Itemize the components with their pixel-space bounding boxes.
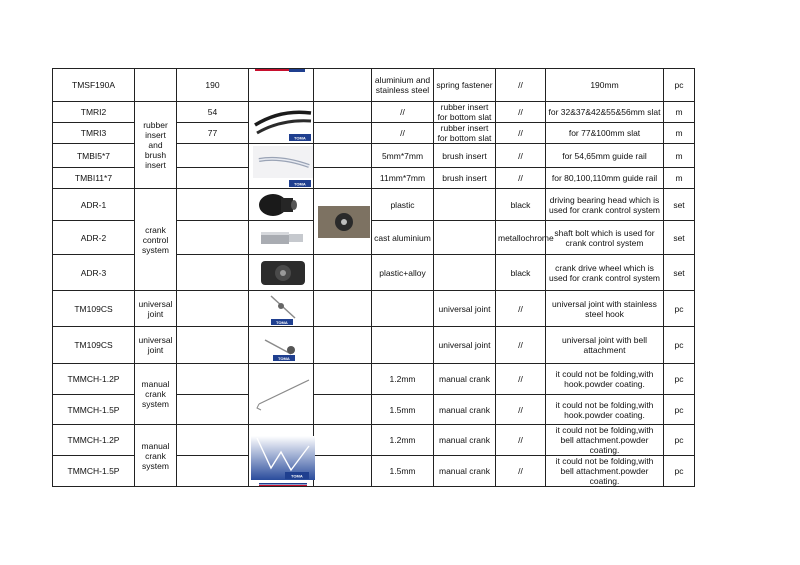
unit-cell: set — [664, 189, 695, 221]
name-cell: manual crank — [434, 425, 496, 456]
product-code: TMRI2 — [53, 102, 135, 123]
drive-wheel-image — [251, 256, 315, 290]
color-cell: // — [496, 69, 546, 102]
description-cell: 190mm — [546, 69, 664, 102]
material-cell: 1.5mm — [372, 395, 434, 425]
size-cell — [177, 255, 249, 291]
product-code: TMBI11*7 — [53, 168, 135, 189]
unit-cell: pc — [664, 327, 695, 364]
color-cell: black — [496, 189, 546, 221]
description-cell: it could not be folding,with hook.powder coating. — [546, 395, 664, 425]
rubber-insert-image — [251, 103, 315, 143]
image-cell — [314, 327, 372, 364]
name-cell: brush insert — [434, 168, 496, 189]
product-code: TMMCH-1.2P — [53, 364, 135, 395]
description-cell: it could not be folding,with hook.powder coating. — [546, 364, 664, 395]
material-cell: aluminium and stainless steel — [372, 69, 434, 102]
manual-crank-bell-image — [251, 426, 315, 486]
logo-text: TOMA — [291, 473, 303, 478]
name-cell: universal joint — [434, 291, 496, 327]
category-cell: manual crank system — [135, 425, 177, 487]
material-cell: 1.2mm — [372, 425, 434, 456]
description-cell: for 32&37&42&55&56mm slat — [546, 102, 664, 123]
color-cell: // — [496, 456, 546, 487]
product-image-cell — [249, 221, 314, 255]
product-code: TMRI3 — [53, 123, 135, 144]
name-cell — [434, 255, 496, 291]
image-cell — [314, 123, 372, 144]
name-cell: brush insert — [434, 144, 496, 168]
unit-cell: m — [664, 123, 695, 144]
unit-cell: pc — [664, 395, 695, 425]
product-image-cell — [249, 327, 314, 364]
description-cell: it could not be folding,with bell attachment.powder coating. — [546, 425, 664, 456]
product-code: TMMCH-1.2P — [53, 425, 135, 456]
unit-cell: pc — [664, 425, 695, 456]
product-image-cell — [249, 364, 314, 425]
category-cell: rubber insert and brush insert — [135, 102, 177, 189]
size-cell — [177, 221, 249, 255]
description-cell: driving bearing head which is used for crank control system — [546, 189, 664, 221]
manual-crank-hook-image — [251, 366, 315, 422]
material-cell: cast aluminium — [372, 221, 434, 255]
product-code: TMBI5*7 — [53, 144, 135, 168]
name-cell: rubber insert for bottom slat — [434, 102, 496, 123]
logo-text: TOMA — [294, 135, 306, 140]
name-cell — [434, 189, 496, 221]
color-cell: // — [496, 291, 546, 327]
table-row — [53, 425, 695, 456]
size-cell — [177, 189, 249, 221]
category-cell: universal joint — [135, 291, 177, 327]
category-cell — [135, 69, 177, 102]
size-cell — [177, 456, 249, 487]
size-cell: 54 — [177, 102, 249, 123]
spring-fastener-image — [251, 69, 315, 101]
table-row — [53, 189, 695, 221]
product-image-cell — [249, 425, 314, 487]
color-cell: // — [496, 395, 546, 425]
size-cell — [177, 395, 249, 425]
product-code: ADR-3 — [53, 255, 135, 291]
product-image-cell — [249, 144, 314, 189]
image-cell — [314, 425, 372, 456]
image-cell — [314, 168, 372, 189]
shaft-bolt-image — [251, 222, 315, 254]
material-cell: plastic+alloy — [372, 255, 434, 291]
material-cell: // — [372, 123, 434, 144]
name-cell — [434, 221, 496, 255]
description-cell: crank drive wheel which is used for crank control system — [546, 255, 664, 291]
unit-cell: m — [664, 102, 695, 123]
product-image-cell — [249, 255, 314, 291]
universal-joint-hook-image — [251, 292, 315, 326]
size-cell — [177, 168, 249, 189]
material-cell: // — [372, 102, 434, 123]
product-code: TMMCH-1.5P — [53, 456, 135, 487]
description-cell: for 77&100mm slat — [546, 123, 664, 144]
color-cell: metallochrome — [496, 221, 546, 255]
image-cell — [314, 255, 372, 291]
description-cell: it could not be folding,with bell attachment.powder coating. — [546, 456, 664, 487]
color-cell: // — [496, 144, 546, 168]
unit-cell: m — [664, 144, 695, 168]
universal-joint-bell-image — [251, 328, 315, 362]
description-cell: for 54,65mm guide rail — [546, 144, 664, 168]
name-cell: manual crank — [434, 364, 496, 395]
material-cell — [372, 327, 434, 364]
logo-text: TOMA — [278, 356, 290, 361]
description-cell: universal joint with stainless steel hook — [546, 291, 664, 327]
color-cell: // — [496, 327, 546, 364]
crank-assembly-image — [316, 202, 372, 242]
unit-cell: pc — [664, 69, 695, 102]
logo-text: TOMA — [276, 319, 288, 325]
size-cell — [177, 327, 249, 364]
table-row — [53, 69, 695, 102]
name-cell: spring fastener — [434, 69, 496, 102]
unit-cell: m — [664, 168, 695, 189]
image-cell — [314, 102, 372, 123]
image-cell — [314, 144, 372, 168]
product-image-cell — [249, 69, 314, 102]
category-cell: manual crank system — [135, 364, 177, 425]
description-cell: shaft bolt which is used for crank control system — [546, 221, 664, 255]
unit-cell: set — [664, 255, 695, 291]
product-code: TM109CS — [53, 291, 135, 327]
unit-cell: pc — [664, 291, 695, 327]
material-cell: 5mm*7mm — [372, 144, 434, 168]
name-cell: universal joint — [434, 327, 496, 364]
product-code: ADR-2 — [53, 221, 135, 255]
image-cell — [314, 364, 372, 395]
table-row — [53, 364, 695, 395]
material-cell — [372, 291, 434, 327]
product-code: TMSF190A — [53, 69, 135, 102]
product-spec-table — [52, 68, 695, 487]
product-image-cell — [249, 291, 314, 327]
material-cell: 11mm*7mm — [372, 168, 434, 189]
description-cell: universal joint with bell attachment — [546, 327, 664, 364]
product-image-cell — [249, 102, 314, 144]
table-row — [53, 327, 695, 364]
product-code: TM109CS — [53, 327, 135, 364]
color-cell: // — [496, 425, 546, 456]
material-cell: 1.2mm — [372, 364, 434, 395]
name-cell: rubber insert for bottom slat — [434, 123, 496, 144]
product-code: ADR-1 — [53, 189, 135, 221]
name-cell: manual crank — [434, 456, 496, 487]
color-cell: // — [496, 123, 546, 144]
material-cell: plastic — [372, 189, 434, 221]
color-cell: black — [496, 255, 546, 291]
size-cell — [177, 291, 249, 327]
unit-cell: pc — [664, 456, 695, 487]
name-cell: manual crank — [434, 395, 496, 425]
image-cell — [314, 456, 372, 487]
category-cell: universal joint — [135, 327, 177, 364]
color-cell: // — [496, 364, 546, 395]
material-cell: 1.5mm — [372, 456, 434, 487]
color-cell: // — [496, 168, 546, 189]
product-code: TMMCH-1.5P — [53, 395, 135, 425]
size-cell: 77 — [177, 123, 249, 144]
unit-cell: pc — [664, 364, 695, 395]
category-cell: crank control system — [135, 189, 177, 291]
logo-text: TOMA — [294, 181, 306, 187]
bearing-head-image — [251, 190, 315, 220]
image-cell — [314, 69, 372, 102]
brush-insert-image — [251, 144, 315, 188]
table-row — [53, 102, 695, 123]
table-row — [53, 291, 695, 327]
unit-cell: set — [664, 221, 695, 255]
image-cell — [314, 291, 372, 327]
image-cell — [314, 395, 372, 425]
product-image-cell — [249, 189, 314, 221]
description-cell: for 80,100,110mm guide rail — [546, 168, 664, 189]
size-cell: 190 — [177, 69, 249, 102]
color-cell: // — [496, 102, 546, 123]
size-cell — [177, 425, 249, 456]
product-image-cell — [314, 189, 372, 255]
size-cell — [177, 144, 249, 168]
size-cell — [177, 364, 249, 395]
